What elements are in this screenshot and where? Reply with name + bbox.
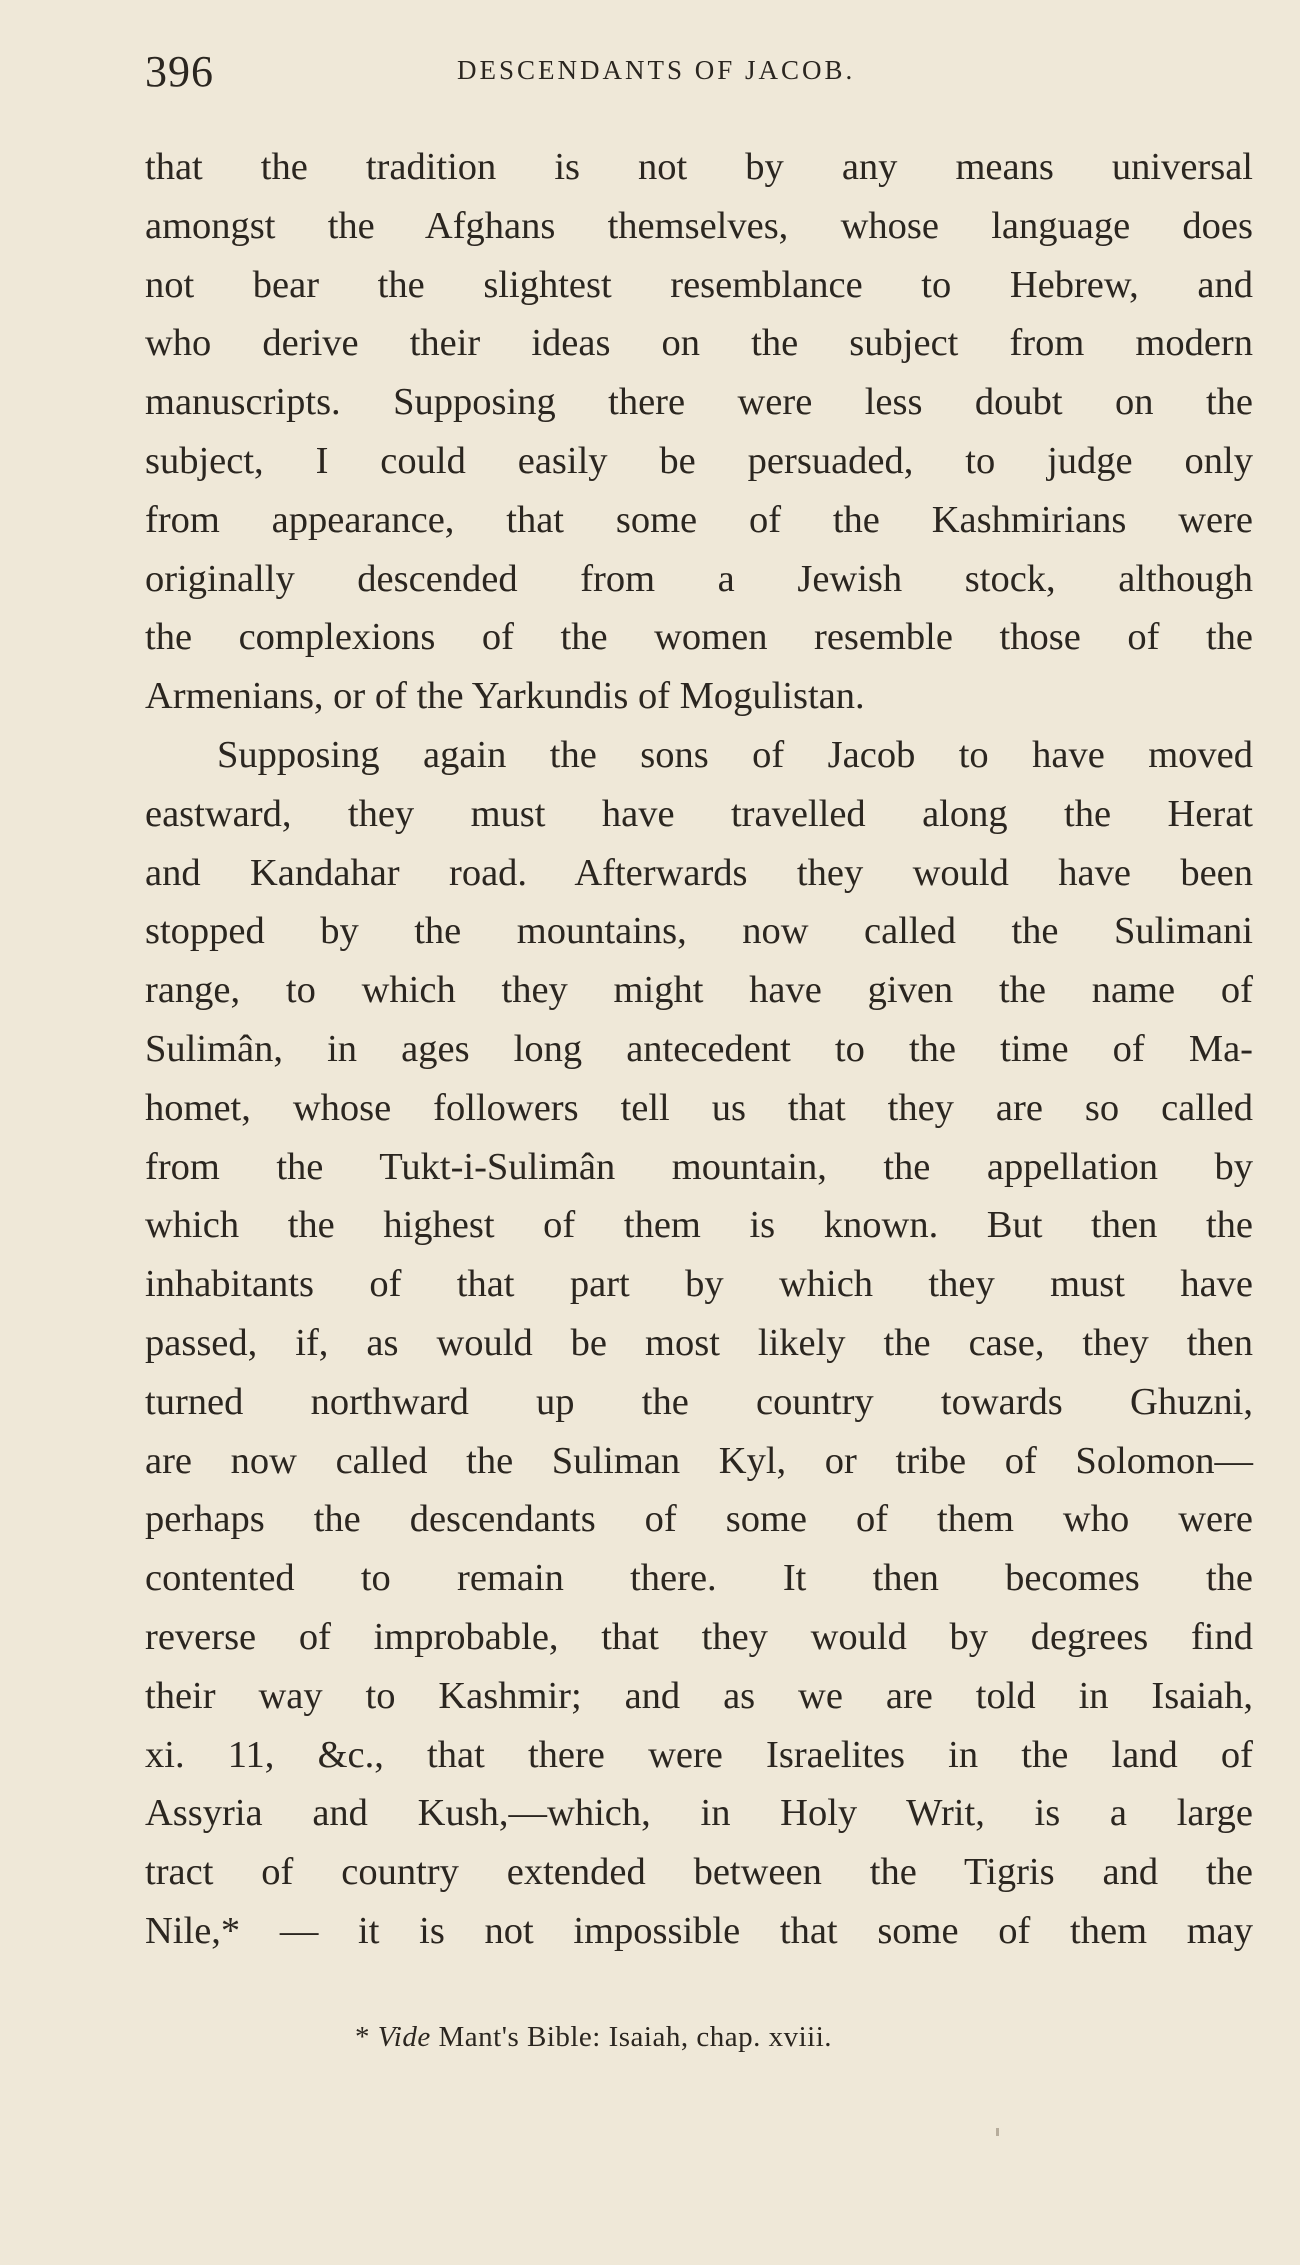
text-line: Supposing again the sons of Jacob to have moved	[217, 733, 1253, 776]
body-text	[145, 138, 1253, 1961]
text-line: turned northward up the country towards Ghuzni,	[145, 1380, 1253, 1423]
page-number: 396	[145, 47, 214, 96]
text-line: amongst the Afghans themselves, whose language does	[145, 204, 1253, 247]
text-line: manuscripts. Supposing there were less doubt on the	[145, 381, 1253, 424]
text-line: perhaps the descendants of some of them who were	[145, 1498, 1253, 1541]
text-line: reverse of improbable, that they would by degrees find	[145, 1615, 1253, 1658]
text-line: homet, whose followers tell us that they are so called	[145, 1086, 1253, 1129]
text-line: tract of country extended between the Tigris and the	[145, 1851, 1253, 1894]
text-line: Armenians, or of the Yarkundis of Mogulistan.	[145, 675, 865, 718]
text-line: contented to remain there. It then becomes the	[145, 1557, 1253, 1600]
text-line: inhabitants of that part by which they must have	[145, 1263, 1253, 1306]
text-line: their way to Kashmir; and as we are told in Isaiah,	[145, 1674, 1253, 1717]
running-head	[145, 46, 1255, 106]
running-title: DESCENDANTS OF JACOB.	[457, 55, 856, 85]
text-line: are now called the Suliman Kyl, or tribe of Solomon—	[145, 1439, 1253, 1482]
paper-speck	[996, 2128, 999, 2136]
text-line: originally descended from a Jewish stock, although	[145, 557, 1253, 600]
text-line: Assyria and Kush,—which, in Holy Writ, is a large	[145, 1792, 1253, 1835]
text-line: eastward, they must have travelled along the Herat	[145, 792, 1253, 835]
footnote-text: Mant's Bible: Isaiah, chap. xviii.	[438, 2021, 833, 2053]
text-line: Sulimân, in ages long antecedent to the time of Ma-	[145, 1027, 1253, 1070]
text-line: xi. 11, &c., that there were Israelites in the land of	[145, 1733, 1253, 1776]
text-line: the complexions of the women resemble those of the	[145, 616, 1253, 659]
text-line: not bear the slightest resemblance to Hebrew, and	[145, 263, 1253, 306]
footnote-vide: Vide	[377, 2021, 431, 2053]
text-line: which the highest of them is known. But then the	[145, 1204, 1253, 1247]
text-line: subject, I could easily be persuaded, to judge only	[145, 439, 1253, 482]
text-line: who derive their ideas on the subject from modern	[145, 322, 1253, 365]
text-line: from the Tukt-i-Sulimân mountain, the appellation by	[145, 1145, 1253, 1188]
text-line: Nile,* — it is not impossible that some of them may	[145, 1909, 1253, 1952]
text-line: passed, if, as would be most likely the case, they then	[145, 1321, 1253, 1364]
footnote	[355, 2021, 832, 2054]
text-line: and Kandahar road. Afterwards they would have been	[145, 851, 1253, 894]
text-line: that the tradition is not by any means universal	[145, 146, 1253, 188]
text-line: stopped by the mountains, now called the Sulimani	[145, 910, 1253, 953]
text-line: range, to which they might have given the name of	[145, 969, 1253, 1012]
footnote-marker: *	[355, 2021, 370, 2053]
text-line: from appearance, that some of the Kashmirians were	[145, 498, 1253, 541]
